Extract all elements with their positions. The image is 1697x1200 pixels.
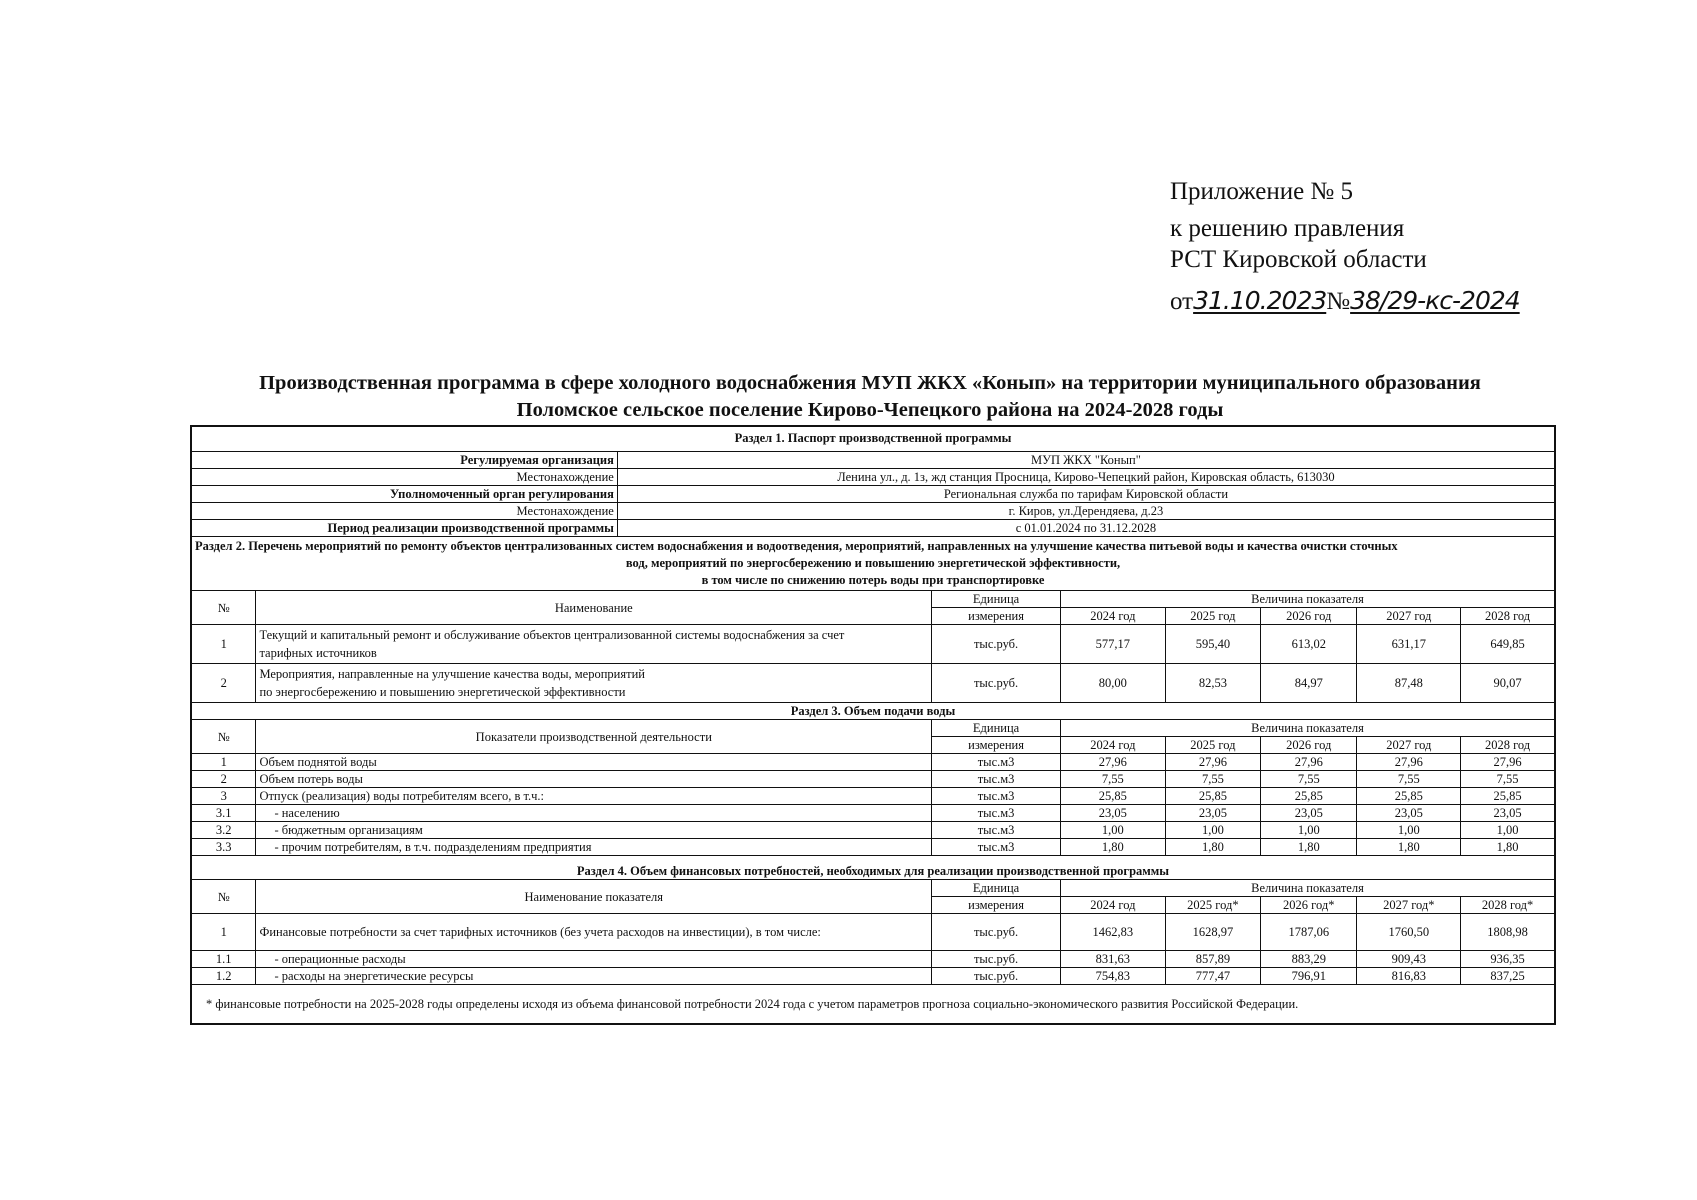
col-no: № [191, 720, 256, 754]
row-value: 82,53 [1165, 664, 1260, 703]
row-unit: тыс.руб. [932, 968, 1061, 985]
col-unit: Единица [932, 880, 1061, 897]
col-no: № [191, 591, 256, 625]
col-value: Величина показателя [1060, 720, 1555, 737]
col-name: Наименование [256, 591, 932, 625]
section2-header-row [191, 591, 1555, 608]
row-value: 25,85 [1261, 788, 1357, 805]
row-value: 936,35 [1461, 951, 1555, 968]
row-value: 1760,50 [1357, 914, 1461, 951]
row-value: 90,07 [1461, 664, 1555, 703]
year-2028: 2028 год* [1461, 897, 1555, 914]
row-value: 1808,98 [1461, 914, 1555, 951]
row-name: - расходы на энергетические ресурсы [256, 968, 932, 985]
section4-heading: Раздел 4. Объем финансовых потребностей, необходимых для реализации производственной программы [191, 856, 1555, 880]
row-value: 25,85 [1060, 788, 1165, 805]
row-no: 3.1 [191, 805, 256, 822]
section4-heading-row [191, 856, 1555, 880]
row-unit: тыс.м3 [932, 771, 1061, 788]
year-2026: 2026 год* [1261, 897, 1357, 914]
table-row [191, 839, 1555, 856]
year-2026: 2026 год [1261, 608, 1357, 625]
handwritten-date: 31.10.2023 [1193, 286, 1327, 315]
row-unit: тыс.руб. [932, 951, 1061, 968]
row-name: - операционные расходы [256, 951, 932, 968]
row-value: 1,80 [1261, 839, 1357, 856]
row-value: 1628,97 [1165, 914, 1260, 951]
section2-heading-row [191, 537, 1555, 591]
year-2026: 2026 год [1261, 737, 1357, 754]
row-value: 1,80 [1357, 839, 1461, 856]
row-value: 27,96 [1461, 754, 1555, 771]
table-row [191, 754, 1555, 771]
from-label: от [1170, 288, 1194, 315]
row-value: 7,55 [1165, 771, 1260, 788]
row-name: Объем потерь воды [256, 771, 932, 788]
year-2025: 2025 год [1165, 737, 1260, 754]
section1-heading: Раздел 1. Паспорт производственной программы [191, 426, 1555, 452]
table-row [191, 664, 1555, 703]
row-unit: тыс.м3 [932, 805, 1061, 822]
row-unit: тыс.м3 [932, 839, 1061, 856]
row-no: 3 [191, 788, 256, 805]
title-line-1: Производственная программа в сфере холодного водоснабжения МУП ЖКХ «Конып» на территории муниципального образования [259, 372, 1481, 394]
row-name: - населению [256, 805, 932, 822]
row-name [256, 625, 932, 664]
appendix-line-1: Приложение № 5 [1170, 178, 1354, 205]
passport-row [191, 452, 1555, 469]
row-no: 2 [191, 771, 256, 788]
row-value: 25,85 [1165, 788, 1260, 805]
passport-row [191, 486, 1555, 503]
passport-row [191, 503, 1555, 520]
row-value: 857,89 [1165, 951, 1260, 968]
section2-heading [191, 537, 1555, 591]
row-value: 23,05 [1461, 805, 1555, 822]
row-value: 883,29 [1261, 951, 1357, 968]
row-value: 1,00 [1261, 822, 1357, 839]
section2-heading-line-3: в том числе по снижению потерь воды при транспортировке [701, 573, 1045, 587]
col-unit-cont: измерения [932, 608, 1061, 625]
row-value: 1,80 [1060, 839, 1165, 856]
row-value: 909,43 [1357, 951, 1461, 968]
row-name: Объем поднятой воды [256, 754, 932, 771]
passport-row [191, 469, 1555, 486]
col-name: Наименование показателя [256, 880, 932, 914]
col-value: Величина показателя [1060, 591, 1555, 608]
passport-label: Местонахождение [191, 469, 617, 486]
row-unit: тыс.м3 [932, 754, 1061, 771]
row-value: 27,96 [1357, 754, 1461, 771]
section2-heading-line-2: вод, мероприятий по энергосбережению и повышению энергетической эффективности, [625, 556, 1121, 570]
passport-value: с 01.01.2024 по 31.12.2028 [617, 520, 1555, 537]
passport-value: Региональная служба по тарифам Кировской области [617, 486, 1555, 503]
year-2028: 2028 год [1461, 737, 1555, 754]
table-row [191, 805, 1555, 822]
row-value: 837,25 [1461, 968, 1555, 985]
row-no: 2 [191, 664, 256, 703]
row-value: 1,80 [1461, 839, 1555, 856]
table-row [191, 822, 1555, 839]
row-value: 816,83 [1357, 968, 1461, 985]
col-no: № [191, 880, 256, 914]
document-title [190, 370, 1550, 424]
row-value: 80,00 [1060, 664, 1165, 703]
col-unit: Единица [932, 720, 1061, 737]
row-no: 1.2 [191, 968, 256, 985]
table-row [191, 625, 1555, 664]
row-value: 23,05 [1165, 805, 1260, 822]
row-value: 7,55 [1461, 771, 1555, 788]
col-name: Показатели производственной деятельности [256, 720, 932, 754]
row-value: 7,55 [1357, 771, 1461, 788]
section3-heading-row [191, 703, 1555, 720]
section3-header-row [191, 720, 1555, 737]
year-2027: 2027 год [1357, 608, 1461, 625]
row-value: 7,55 [1261, 771, 1357, 788]
row-value: 1,00 [1165, 822, 1260, 839]
row-value: 25,85 [1461, 788, 1555, 805]
section3-heading: Раздел 3. Объем подачи воды [191, 703, 1555, 720]
row-unit: тыс.руб. [932, 914, 1061, 951]
appendix-line-2: к решению правления [1170, 215, 1405, 242]
appendix-block [1170, 176, 1520, 317]
year-2024: 2024 год [1060, 608, 1165, 625]
passport-label: Период реализации производственной программы [191, 520, 617, 537]
row-no: 3.2 [191, 822, 256, 839]
appendix-line-3: РСТ Кировской области [1170, 246, 1427, 273]
handwritten-number: 38/29-кс-2024 [1350, 286, 1520, 315]
year-2025: 2025 год [1165, 608, 1260, 625]
passport-label: Местонахождение [191, 503, 617, 520]
row-value: 1462,83 [1060, 914, 1165, 951]
row-value: 631,17 [1357, 625, 1461, 664]
table-row [191, 788, 1555, 805]
year-2024: 2024 год [1060, 737, 1165, 754]
row-unit: тыс.руб. [932, 625, 1061, 664]
year-2027: 2027 год* [1357, 897, 1461, 914]
row-value: 27,96 [1165, 754, 1260, 771]
row-value: 27,96 [1261, 754, 1357, 771]
row-value: 1787,06 [1261, 914, 1357, 951]
col-unit-cont: измерения [932, 737, 1061, 754]
row-value: 1,80 [1165, 839, 1260, 856]
row-name: Отпуск (реализация) воды потребителям всего, в т.ч.: [256, 788, 932, 805]
year-2028: 2028 год [1461, 608, 1555, 625]
passport-value: МУП ЖКХ "Конып" [617, 452, 1555, 469]
year-2027: 2027 год [1357, 737, 1461, 754]
row-value: 649,85 [1461, 625, 1555, 664]
year-2024: 2024 год [1060, 897, 1165, 914]
row-name-line-2: тарифных источников [259, 646, 377, 660]
appendix-date-line [1170, 285, 1520, 317]
row-value: 23,05 [1357, 805, 1461, 822]
row-name: Финансовые потребности за счет тарифных источников (без учета расходов на инвестиции), в том числе: [256, 914, 932, 951]
section2-heading-line-1: Раздел 2. Перечень мероприятий по ремонту объектов централизованных систем водоснабжения и водоотведения, мероприятий, направленных на улучшение качества питьевой воды и качества очистки сточных [195, 539, 1398, 553]
row-value: 84,97 [1261, 664, 1357, 703]
table-row [191, 771, 1555, 788]
row-name: - прочим потребителям, в т.ч. подразделениям предприятия [256, 839, 932, 856]
row-value: 613,02 [1261, 625, 1357, 664]
table-row [191, 951, 1555, 968]
row-value: 796,91 [1261, 968, 1357, 985]
row-value: 7,55 [1060, 771, 1165, 788]
production-program-table [190, 425, 1556, 1025]
row-unit: тыс.руб. [932, 664, 1061, 703]
row-name-line-1: Мероприятия, направленные на улучшение качества воды, мероприятий [259, 667, 645, 681]
row-unit: тыс.м3 [932, 788, 1061, 805]
row-value: 577,17 [1060, 625, 1165, 664]
row-value: 1,00 [1060, 822, 1165, 839]
table-row [191, 914, 1555, 951]
row-value: 87,48 [1357, 664, 1461, 703]
row-no: 1 [191, 754, 256, 771]
number-label: № [1326, 288, 1351, 315]
passport-value: г. Киров, ул.Дерендяева, д.23 [617, 503, 1555, 520]
row-value: 595,40 [1165, 625, 1260, 664]
row-value: 1,00 [1357, 822, 1461, 839]
row-value: 754,83 [1060, 968, 1165, 985]
col-value: Величина показателя [1060, 880, 1555, 897]
footnote-row [191, 985, 1555, 1025]
table-row [191, 968, 1555, 985]
row-no: 1 [191, 625, 256, 664]
row-value: 23,05 [1261, 805, 1357, 822]
col-unit-cont: измерения [932, 897, 1061, 914]
passport-label: Уполномоченный орган регулирования [191, 486, 617, 503]
row-name-line-1: Текущий и капитальный ремонт и обслуживание объектов централизованной системы водоснабжения за счет [259, 628, 845, 642]
row-value: 27,96 [1060, 754, 1165, 771]
section1-heading-row [191, 426, 1555, 452]
passport-value: Ленина ул., д. 1з, жд станция Просница, Кирово-Чепецкий район, Кировская область, 613030 [617, 469, 1555, 486]
row-no: 1.1 [191, 951, 256, 968]
row-unit: тыс.м3 [932, 822, 1061, 839]
row-no: 1 [191, 914, 256, 951]
row-name [256, 664, 932, 703]
row-value: 1,00 [1461, 822, 1555, 839]
year-2025: 2025 год* [1165, 897, 1260, 914]
row-value: 831,63 [1060, 951, 1165, 968]
row-name-line-2: по энергосбережению и повышению энергетической эффективности [259, 685, 626, 699]
passport-label: Регулируемая организация [191, 452, 617, 469]
row-value: 777,47 [1165, 968, 1260, 985]
row-value: 25,85 [1357, 788, 1461, 805]
row-value: 23,05 [1060, 805, 1165, 822]
section4-header-row [191, 880, 1555, 897]
row-name: - бюджетным организациям [256, 822, 932, 839]
passport-row [191, 520, 1555, 537]
row-no: 3.3 [191, 839, 256, 856]
footnote: * финансовые потребности на 2025-2028 годы определены исходя из объема финансовой потребности 2024 года с учетом параметров прогноза социально-экономического развития Российской Федерации. [191, 985, 1555, 1025]
col-unit: Единица [932, 591, 1061, 608]
title-line-2: Поломское сельское поселение Кирово-Чепецкого района на 2024-2028 годы [516, 399, 1224, 421]
